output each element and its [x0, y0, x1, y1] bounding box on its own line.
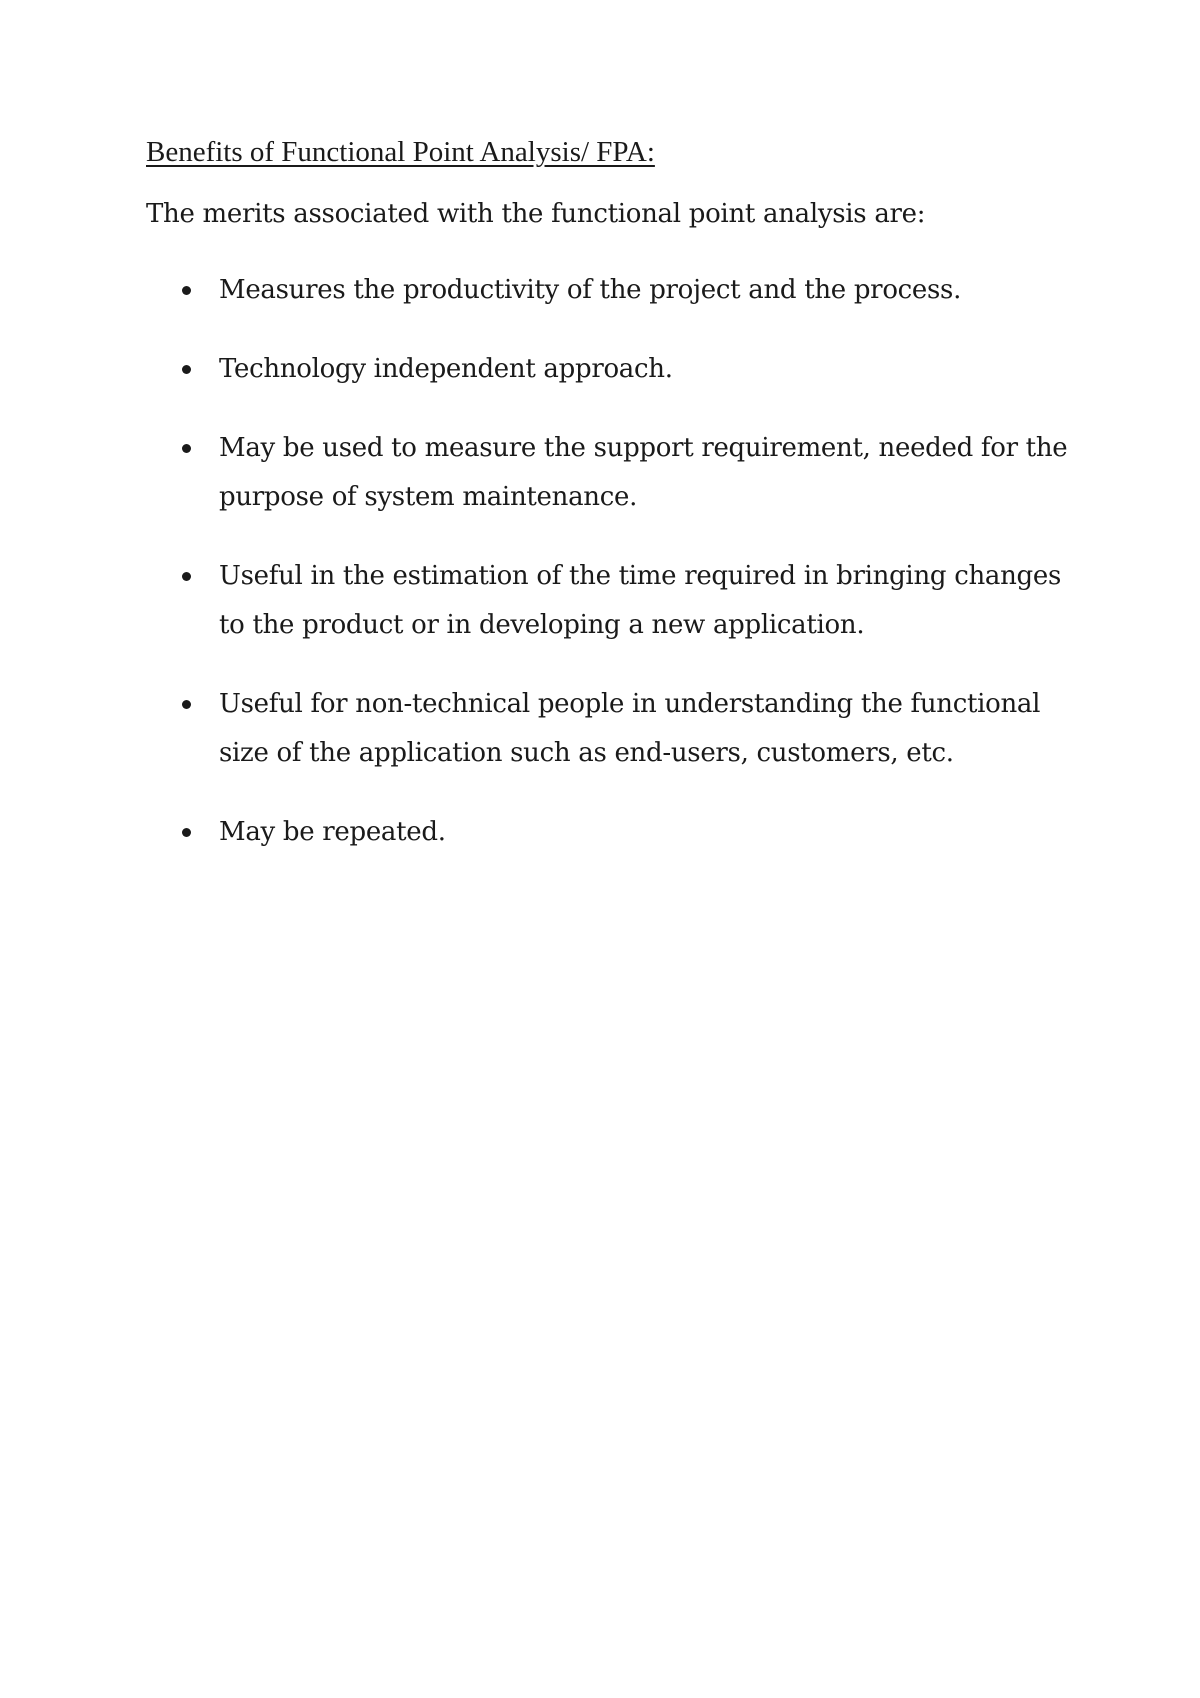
list-item-text: Useful for non-technical people in understanding the functional size of the application such as end-users, customers, etc. — [219, 689, 1041, 768]
bullet-icon — [182, 444, 191, 453]
bullet-icon — [182, 572, 191, 581]
intro-paragraph: The merits associated with the functional point analysis are: — [146, 199, 926, 229]
bullet-icon — [182, 700, 191, 709]
list-item-text: May be used to measure the support requirement, needed for the purpose of system maintenance. — [219, 433, 1068, 512]
document-page — [146, 132, 1076, 887]
list-item — [146, 345, 1076, 394]
list-item-text: May be repeated. — [219, 817, 446, 847]
list-item — [146, 552, 1076, 650]
document-heading: Benefits of Functional Point Analysis/ FPA: — [146, 136, 655, 168]
list-item — [146, 680, 1076, 778]
benefits-list — [146, 266, 1076, 857]
bullet-icon — [182, 286, 191, 295]
list-item — [146, 424, 1076, 522]
list-item — [146, 808, 1076, 857]
list-item-text: Useful in the estimation of the time required in bringing changes to the product or in developing a new application. — [219, 561, 1062, 640]
list-item — [146, 266, 1076, 315]
list-item-text: Measures the productivity of the project and the process. — [219, 275, 962, 305]
bullet-icon — [182, 365, 191, 374]
list-item-text: Technology independent approach. — [219, 354, 673, 384]
bullet-icon — [182, 828, 191, 837]
